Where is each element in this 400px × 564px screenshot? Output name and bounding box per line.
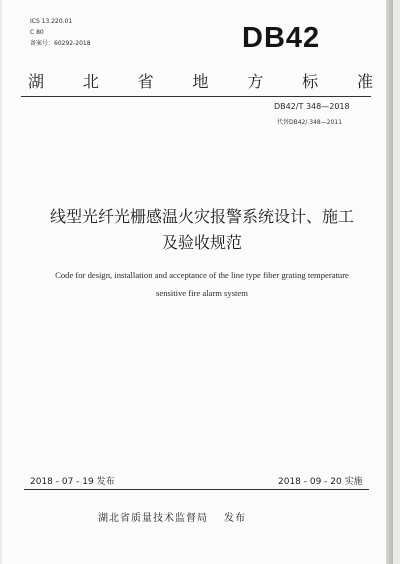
ics-code: ICS 13.220.01 bbox=[30, 18, 73, 25]
implement-date: 2018 - 09 - 20 实施 bbox=[278, 477, 363, 487]
title-char: 标 bbox=[302, 72, 319, 91]
title-char: 湖 bbox=[28, 72, 45, 91]
title-cn-line: 线型光纤光栅感温火灾报警系统设计、施工 bbox=[49, 207, 354, 226]
title-char: 准 bbox=[356, 72, 373, 91]
document-title-english bbox=[22, 266, 382, 302]
title-en-line: sensitive fire alarm system bbox=[156, 288, 248, 298]
publisher-suffix: 发布 bbox=[224, 513, 246, 524]
header-divider bbox=[21, 96, 371, 97]
ccs-code: C 80 bbox=[30, 29, 44, 36]
footer-divider bbox=[24, 489, 369, 490]
title-char: 省 bbox=[137, 72, 154, 91]
standard-number: DB42/T 348—2018 bbox=[274, 102, 350, 111]
standard-code-logo: DB42 bbox=[242, 22, 321, 54]
classification-block bbox=[30, 16, 91, 49]
title-char: 地 bbox=[192, 72, 209, 91]
province-standard-title bbox=[28, 69, 373, 92]
title-char: 方 bbox=[247, 72, 264, 91]
replaces-number: 代替DB42/ 348—2011 bbox=[277, 119, 343, 126]
record-number: 备案号：60292-2018 bbox=[30, 40, 91, 47]
publisher-line bbox=[98, 509, 246, 524]
document-title-chinese bbox=[17, 204, 387, 256]
publisher-name: 湖北省质量技术监督局 bbox=[98, 513, 208, 524]
title-en-line: Code for design, installation and acceptance of the line type fiber grating temperature bbox=[55, 270, 349, 280]
document-page bbox=[2, 0, 393, 564]
publish-date: 2018 - 07 - 19 发布 bbox=[30, 477, 115, 487]
page-edge-shadow bbox=[386, 0, 393, 564]
title-cn-line: 及验收规范 bbox=[161, 233, 242, 252]
title-char: 北 bbox=[82, 72, 99, 91]
